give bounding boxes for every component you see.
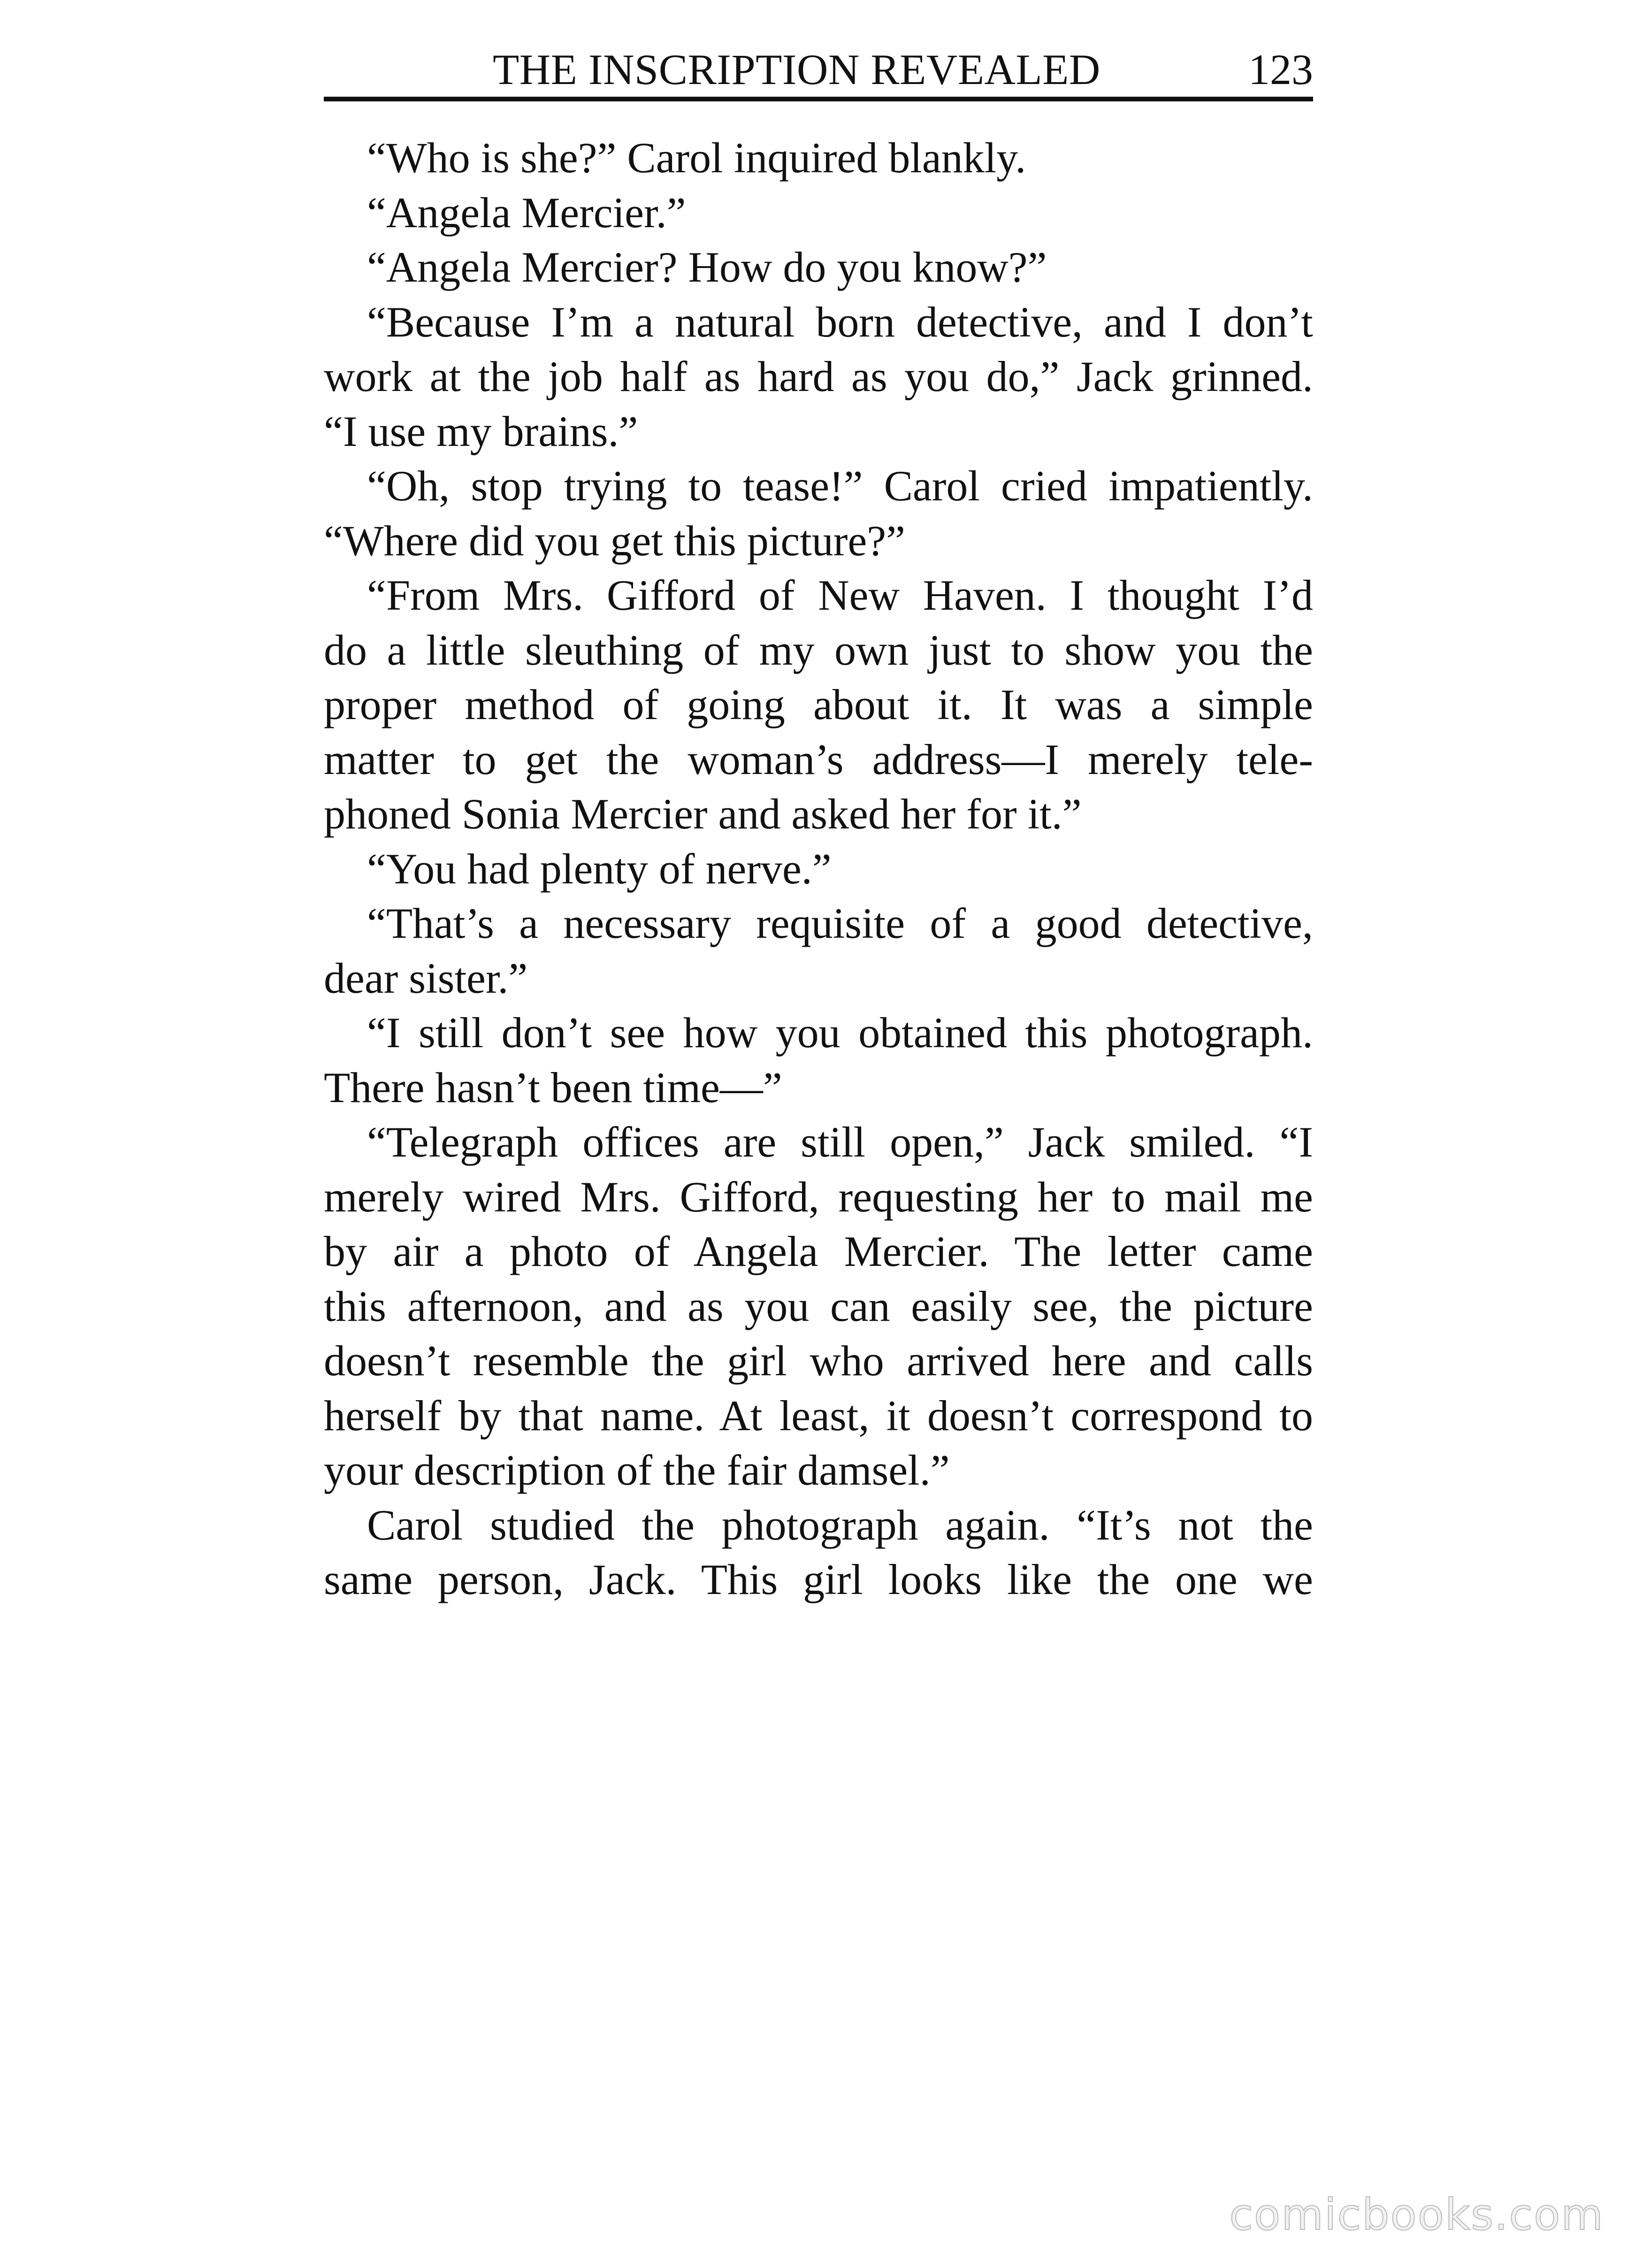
text-line: “Telegraph offices are still open,” Jack smiled. “I (367, 1118, 1313, 1166)
text-line: “You had plenty of nerve.” (367, 844, 832, 893)
text-line: herself by that name. At least, it doesn’t correspond to (324, 1391, 1313, 1440)
body-text (324, 130, 1313, 1607)
running-head (324, 38, 1313, 109)
text-line: this afternoon, and as you can easily see, the picture (324, 1282, 1313, 1330)
text-line: doesn’t resemble the girl who arrived here and calls (324, 1337, 1313, 1385)
text-line: “Who is she?” Carol inquired blankly. (367, 134, 1026, 182)
text-line: your description of the fair damsel.” (324, 1446, 950, 1494)
comicbooks-watermark: comicbooks.com (1229, 2190, 1604, 2240)
text-line: do a little sleuthing of my own just to show you the (324, 626, 1313, 674)
text-line: Carol studied the photograph again. “It’s not the (367, 1501, 1313, 1549)
header-rule (324, 97, 1313, 101)
text-line: “Because I’m a natural born detective, and I don’t (367, 298, 1313, 346)
running-title: THE INSCRIPTION REVEALED (493, 46, 1100, 93)
text-line: “From Mrs. Gifford of New Haven. I thought I’d (367, 571, 1313, 619)
text-line: “That’s a necessary requisite of a good detective, (367, 899, 1313, 947)
text-line: “I still don’t see how you obtained this photograph. (367, 1009, 1313, 1057)
text-line: by air a photo of Angela Mercier. The letter came (324, 1227, 1313, 1275)
text-line: same person, Jack. This girl looks like the one we (324, 1555, 1313, 1603)
text-line: There hasn’t been time—” (324, 1063, 782, 1111)
text-line: proper method of going about it. It was a simple (324, 681, 1313, 728)
text-line: “Oh, stop trying to tease!” Carol cried impatiently. (367, 462, 1313, 510)
text-line: “Angela Mercier? How do you know?” (367, 243, 1047, 291)
text-line: merely wired Mrs. Gifford, requesting her to mail me (324, 1172, 1313, 1221)
page-number: 123 (1248, 46, 1313, 93)
text-line: “I use my brains.” (324, 407, 638, 455)
text-line: “Angela Mercier.” (367, 188, 686, 237)
text-line: phoned Sonia Mercier and asked her for it.” (324, 790, 1082, 838)
text-line: matter to get the woman’s address—I merely tele- (324, 735, 1313, 783)
text-line: dear sister.” (324, 954, 528, 1002)
text-line: “Where did you get this picture?” (324, 516, 905, 565)
text-line: work at the job half as hard as you do,” Jack grinned. (324, 352, 1313, 400)
